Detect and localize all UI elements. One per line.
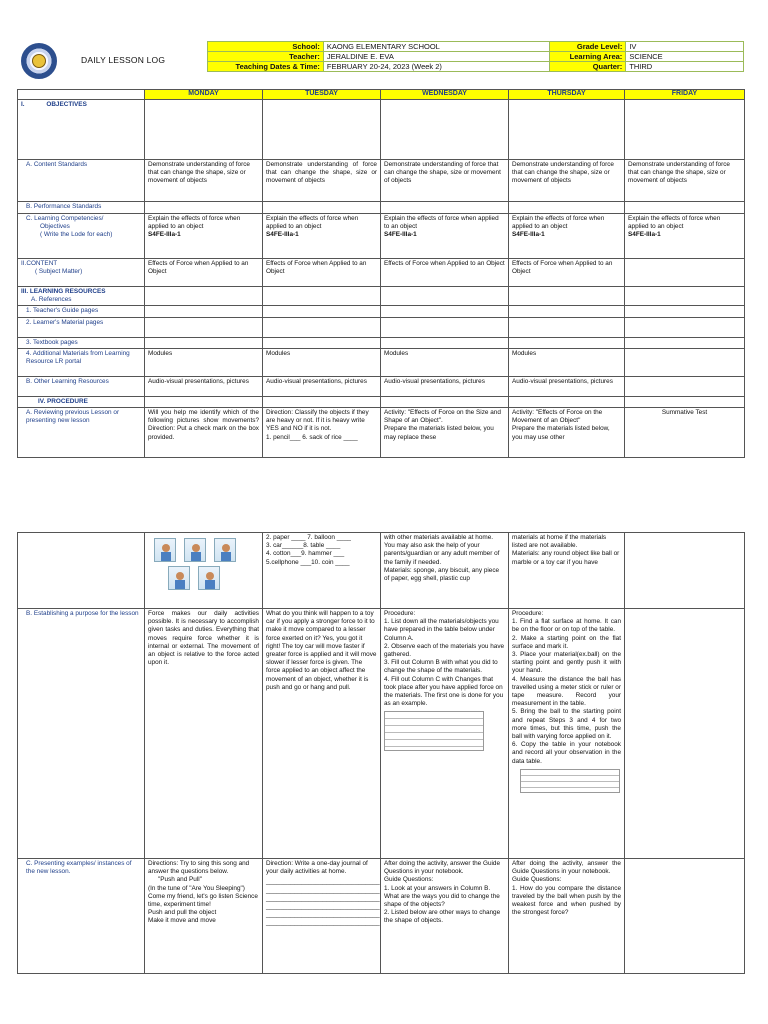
teacher-label: Teacher:	[208, 52, 324, 62]
review-wed: Activity: "Effects of Force on the Size and Shape of an Object". Prepare the materials listed below, you may replace these	[381, 408, 509, 458]
day-friday: FRIDAY	[625, 90, 745, 100]
content-std-fri: Demonstrate understanding of force that can change the shape, size or movement of objects	[625, 160, 745, 202]
page-2	[0, 524, 768, 1024]
data-table-image	[520, 769, 620, 793]
content-std-tue: Demonstrate understanding of force that can change the shape, size or movement of objects	[263, 160, 381, 202]
av-mon: Audio-visual presentations, pictures	[145, 376, 263, 396]
content-mon: Effects of Force when Applied to an Object	[145, 259, 263, 287]
other-resources-label: B. Other Learning Resources	[18, 376, 145, 396]
resources-label: III. LEARNING RESOURCES A. References	[18, 287, 145, 306]
purpose-label: B. Establishing a purpose for the lesson	[18, 609, 145, 859]
grade-value: IV	[626, 42, 744, 52]
presenting-mon: Directions: Try to sing this song and answer the questions below. "Push and Pull" (In the tune of "Are You Sleeping") Come my friend, let's go listen Science time, experiment time! Push and pull the object Make it move and move	[145, 859, 263, 974]
day-tuesday: TUESDAY	[263, 90, 381, 100]
school-value: KAONG ELEMENTARY SCHOOL	[323, 42, 550, 52]
presenting-label: C. Presenting examples/ instances of the new lesson.	[18, 859, 145, 974]
area-label: Learning Area:	[550, 52, 626, 62]
review-label: A. Reviewing previous Lesson or presenting new lesson	[18, 408, 145, 458]
content-wed: Effects of Force when Applied to an Object	[381, 259, 509, 287]
page-1	[0, 0, 768, 468]
content-std-wed: Demonstrate understanding of force that can change the shape, size or movement of objects	[381, 160, 509, 202]
competency-wed: Explain the effects of force when applied to an object S4FE-IIIa-1	[381, 214, 509, 259]
observation-table-image	[384, 711, 484, 751]
content-standards-label: A. Content Standards	[18, 160, 145, 202]
grade-label: Grade Level:	[550, 42, 626, 52]
day-thursday: THURSDAY	[509, 90, 625, 100]
header	[17, 41, 744, 81]
modules-mon: Modules	[145, 348, 263, 376]
modules-thu: Modules	[509, 348, 625, 376]
av-wed: Audio-visual presentations, pictures	[381, 376, 509, 396]
presenting-tue: Direction: Write a one-day journal of your daily activities at home. ________________________________ ________________________________ ________________________________ ________________________________ ________________________________ ________________________________	[263, 859, 381, 974]
quarter-value: THIRD	[626, 62, 744, 72]
competency-thu: Explain the effects of force when applied to an object S4FE-IIIa-1	[509, 214, 625, 259]
review-tue: Direction: Classify the objects if they are heavy or not. If it is heavy write YES and NO if it is not. 1. pencil___ 6. sack of rice ____	[263, 408, 381, 458]
competency-mon: Explain the effects of force when applied to an object S4FE-IIIa-1	[145, 214, 263, 259]
school-label: School:	[208, 42, 324, 52]
teacher-value: JERALDINE E. EVA	[323, 52, 550, 62]
av-thu: Audio-visual presentations, pictures	[509, 376, 625, 396]
competencies-label: C. Learning Competencies/ Objectives ( Write the Lode for each)	[18, 214, 145, 259]
purpose-thu: Procedure: 1. Find a flat surface at home. It can be on the floor or on top of the table. 2. Make a starting point on the flat surface and mark it. 3. Place your material(ex.ball) on the starting point and gently push it with your hand. 4. Measure the distance the ball has travelled using a meter stick or ruler or tape measure. Record your measurement in the table. 5. Bring the ball to the starting point and repeat Steps 3 and 4 for two more times, but this time, push the ball with varying force applied on it. 6. Copy the table in your notebook and record all your observation in the data table.	[509, 609, 625, 859]
modules-tue: Modules	[263, 348, 381, 376]
content-label: II.CONTENT ( Subject Matter)	[18, 259, 145, 287]
picture-3	[214, 538, 236, 562]
quarter-label: Quarter:	[550, 62, 626, 72]
review-cont-wed: with other materials available at home. You may also ask the help of your parents/guardian or any adult member of the family if needed. Materials: sponge, any biscuit, any piece of paper, egg shell, plastic cup	[381, 533, 509, 609]
review-thu: Activity: "Effects of Force on the Movement of an Object" Prepare the materials listed below, you may use other	[509, 408, 625, 458]
tg-pages-label: 1. Teacher's Guide pages	[18, 306, 145, 317]
purpose-wed: Procedure: 1. List down all the materials/objects you have prepared in the table below under Column A. 2. Observe each of the materials you have gathered. 3. Fill out Column B with what you did to change the shape of the materials. 4. Fill out Column C with Changes that took place after you have applied force on the materials. The first one is done for you as an example.	[381, 609, 509, 859]
additional-materials-label: 4. Additional Materials from Learning Resource LR portal	[18, 348, 145, 376]
objectives-label: I. OBJECTIVES	[18, 100, 145, 160]
deped-seal-logo	[21, 43, 57, 79]
lesson-grid-page2	[17, 532, 745, 974]
procedure-label: IV. PROCEDURE	[18, 396, 145, 407]
modules-wed: Modules	[381, 348, 509, 376]
area-value: SCIENCE	[626, 52, 744, 62]
document-title: DAILY LESSON LOG	[81, 55, 166, 65]
purpose-mon: Force makes our daily activities possible. It is necessary to accomplish given tasks and duties. Everything that moves require force whether it is internal or external. The movement of an object is relative to the force acted upon it.	[145, 609, 263, 859]
day-monday: MONDAY	[145, 90, 263, 100]
presenting-thu: After doing the activity, answer the Guide Questions in your notebook. Guide Questions: 1. How do you compare the distance traveled by the ball when push by the weakest force and when pushed by the strongest force?	[509, 859, 625, 974]
textbook-pages-label: 3. Textbook pages	[18, 337, 145, 348]
content-std-mon: Demonstrate understanding of force that can change the shape, size or movement of objects	[145, 160, 263, 202]
dates-label: Teaching Dates & Time:	[208, 62, 324, 72]
lesson-grid-page1	[17, 89, 745, 458]
content-std-thu: Demonstrate understanding of force that can change the shape, size or movement of objects	[509, 160, 625, 202]
av-tue: Audio-visual presentations, pictures	[263, 376, 381, 396]
content-thu: Effects of Force when Applied to an Object	[509, 259, 625, 287]
review-fri: Summative Test	[625, 408, 745, 458]
purpose-tue: What do you think will happen to a toy car if you apply a stronger force to it to make it move compared to a lesser force exerted on it? Yes, you got it right! The toy car will move faster if greater force is applied and it will move slower if lesser force is given. The force applied to an object affect the movement of an object, whether it is push and go or hang and pull.	[263, 609, 381, 859]
day-wednesday: WEDNESDAY	[381, 90, 509, 100]
presenting-wed: After doing the activity, answer the Guide Questions in your notebook. Guide Questions: 1. Look at your answers in Column B. What are the ways you did to change the shape of the objects? 2. Listed below are other ways to change the shape of objects.	[381, 859, 509, 974]
lm-pages-label: 2. Learner's Material pages	[18, 317, 145, 337]
review-mon: Will you help me identify which of the following pictures show movements? Direction: Put a check mark on the box provided.	[145, 408, 263, 458]
review-pictures-mon	[145, 533, 263, 609]
competency-tue: Explain the effects of force when applied to an object S4FE-IIIa-1	[263, 214, 381, 259]
review-cont-tue: 2. paper ____ 7. balloon ____ 3. car______8. table ____ 4. cotton___9. hammer ___ 5.cellphone ___10. coin ____	[263, 533, 381, 609]
competency-fri: Explain the effects of force when applied to an object S4FE-IIIa-1	[625, 214, 745, 259]
performance-standards-label: B. Performance Standards	[18, 202, 145, 214]
picture-1	[154, 538, 176, 562]
page-gap	[0, 468, 768, 524]
info-table	[207, 41, 744, 72]
corner-cell	[18, 90, 145, 100]
dates-value: FEBRUARY 20-24, 2023 (Week 2)	[323, 62, 550, 72]
review-cont-thu: materials at home if the materials listed are not available. Materials: any round object like ball or marble or a toy car if you have	[509, 533, 625, 609]
picture-2	[184, 538, 206, 562]
picture-4	[168, 566, 190, 590]
content-tue: Effects of Force when Applied to an Object	[263, 259, 381, 287]
picture-5	[198, 566, 220, 590]
